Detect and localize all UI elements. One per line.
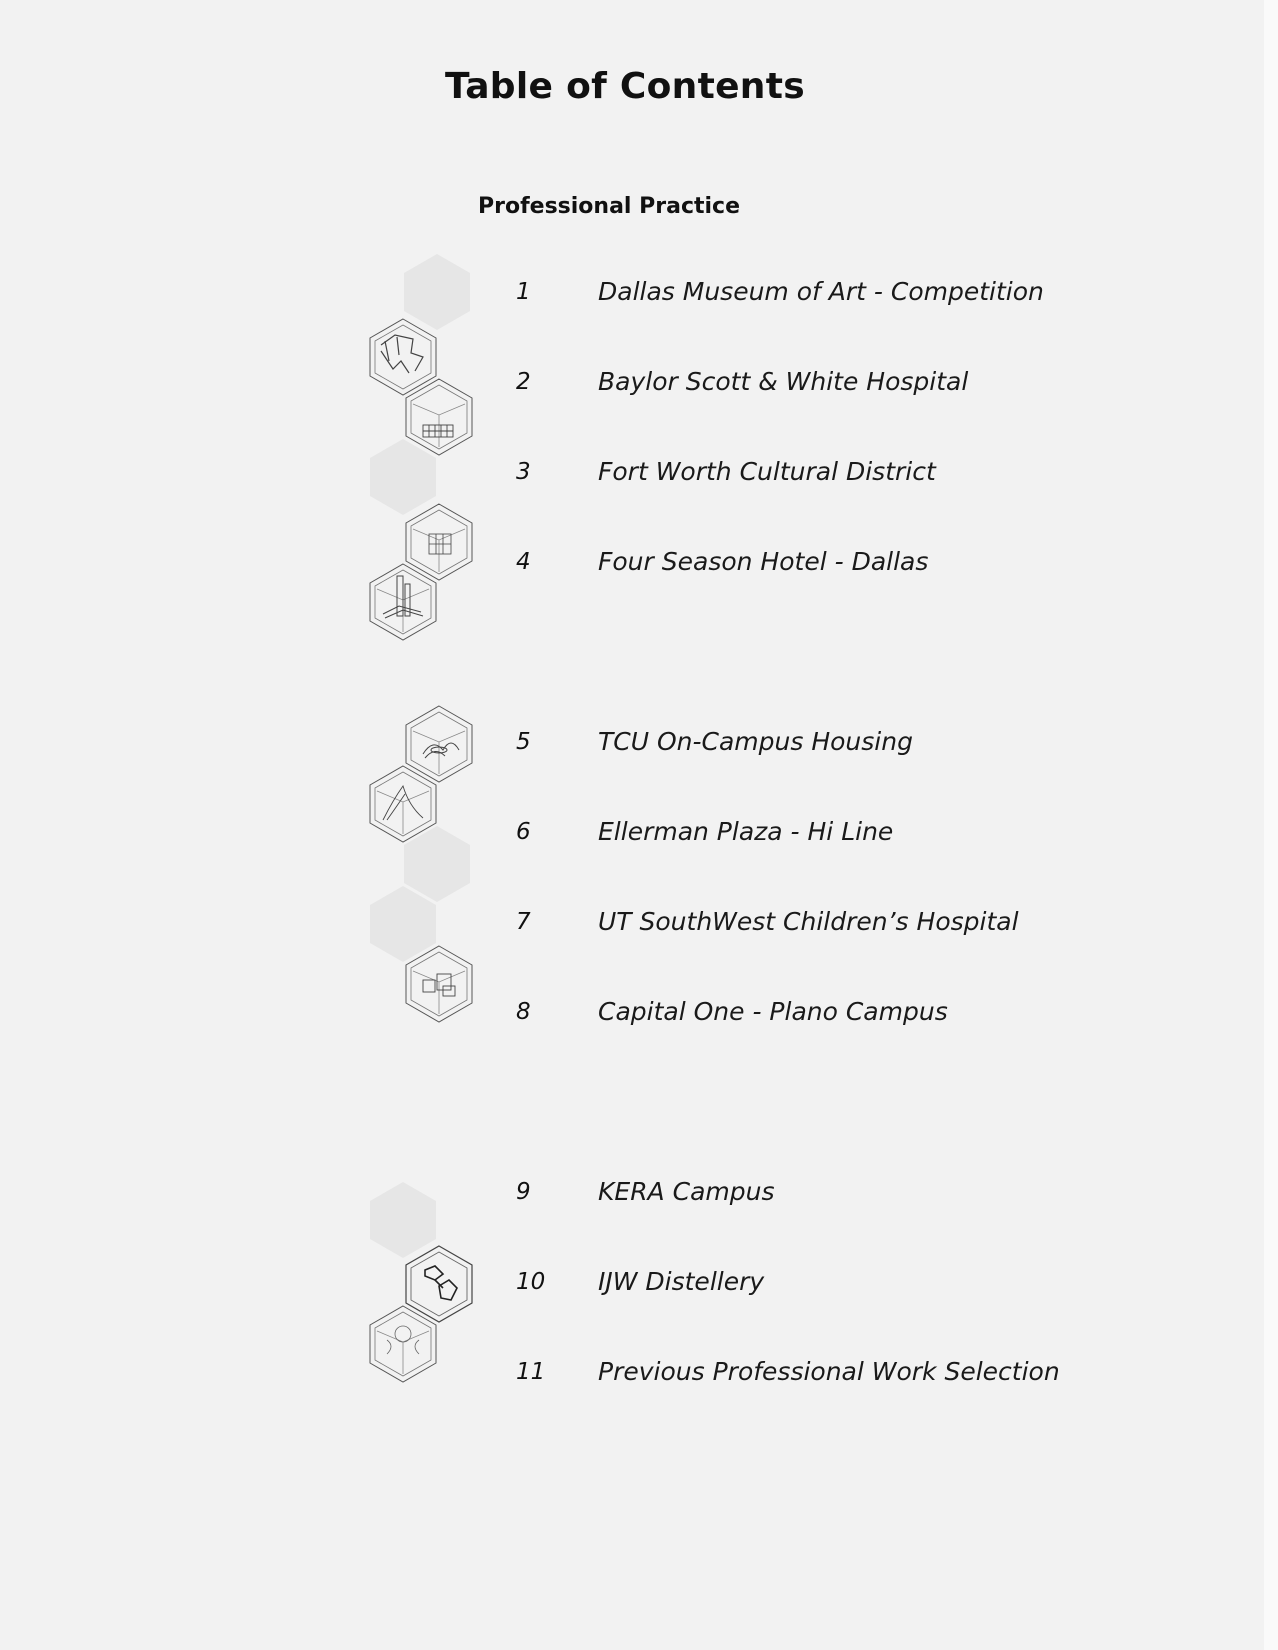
toc-number: 2	[516, 369, 531, 395]
hex-shape	[404, 826, 470, 902]
grid-model-icon	[406, 379, 472, 455]
toc-number: 7	[516, 909, 531, 935]
toc-entry[interactable]: Fort Worth Cultural District	[598, 457, 936, 486]
toc-number: 5	[516, 729, 531, 755]
page-title: Table of Contents	[445, 66, 805, 107]
hex-shape	[404, 254, 470, 330]
toc-number: 1	[516, 279, 531, 305]
distillery-model-icon	[406, 1246, 472, 1322]
hex-shape	[370, 886, 436, 962]
toc-entry[interactable]: TCU On-Campus Housing	[598, 727, 913, 756]
toc-number: 8	[516, 999, 531, 1025]
toc-entry[interactable]: IJW Distellery	[598, 1267, 765, 1296]
toc-entry[interactable]: Ellerman Plaza - Hi Line	[598, 817, 894, 846]
hex-shape	[370, 439, 436, 515]
building-model-icon	[370, 319, 436, 395]
section-heading: Professional Practice	[478, 194, 741, 219]
toc-entry[interactable]: KERA Campus	[598, 1177, 775, 1206]
toc-number: 4	[516, 549, 531, 575]
toc-number: 10	[516, 1269, 546, 1295]
toc-entry[interactable]: UT SouthWest Children’s Hospital	[598, 907, 1019, 936]
tower-model-icon	[370, 564, 436, 640]
toc-entry[interactable]: Dallas Museum of Art - Competition	[598, 277, 1044, 306]
toc-number: 6	[516, 819, 531, 845]
toc-number: 9	[516, 1179, 531, 1205]
toc-entry[interactable]: Baylor Scott & White Hospital	[598, 367, 969, 396]
frame-model-icon	[406, 504, 472, 580]
campus-model-icon	[406, 946, 472, 1022]
selection-model-icon	[370, 1306, 436, 1382]
toc-entry[interactable]: Capital One - Plano Campus	[598, 997, 948, 1026]
toc-number: 11	[516, 1359, 546, 1385]
toc-entry[interactable]: Four Season Hotel - Dallas	[598, 547, 929, 576]
hex-shape	[370, 1182, 436, 1258]
toc-entry[interactable]: Previous Professional Work Selection	[598, 1357, 1060, 1386]
housing-model-icon	[406, 706, 472, 782]
plaza-model-icon	[370, 766, 436, 842]
toc-number: 3	[516, 459, 531, 485]
